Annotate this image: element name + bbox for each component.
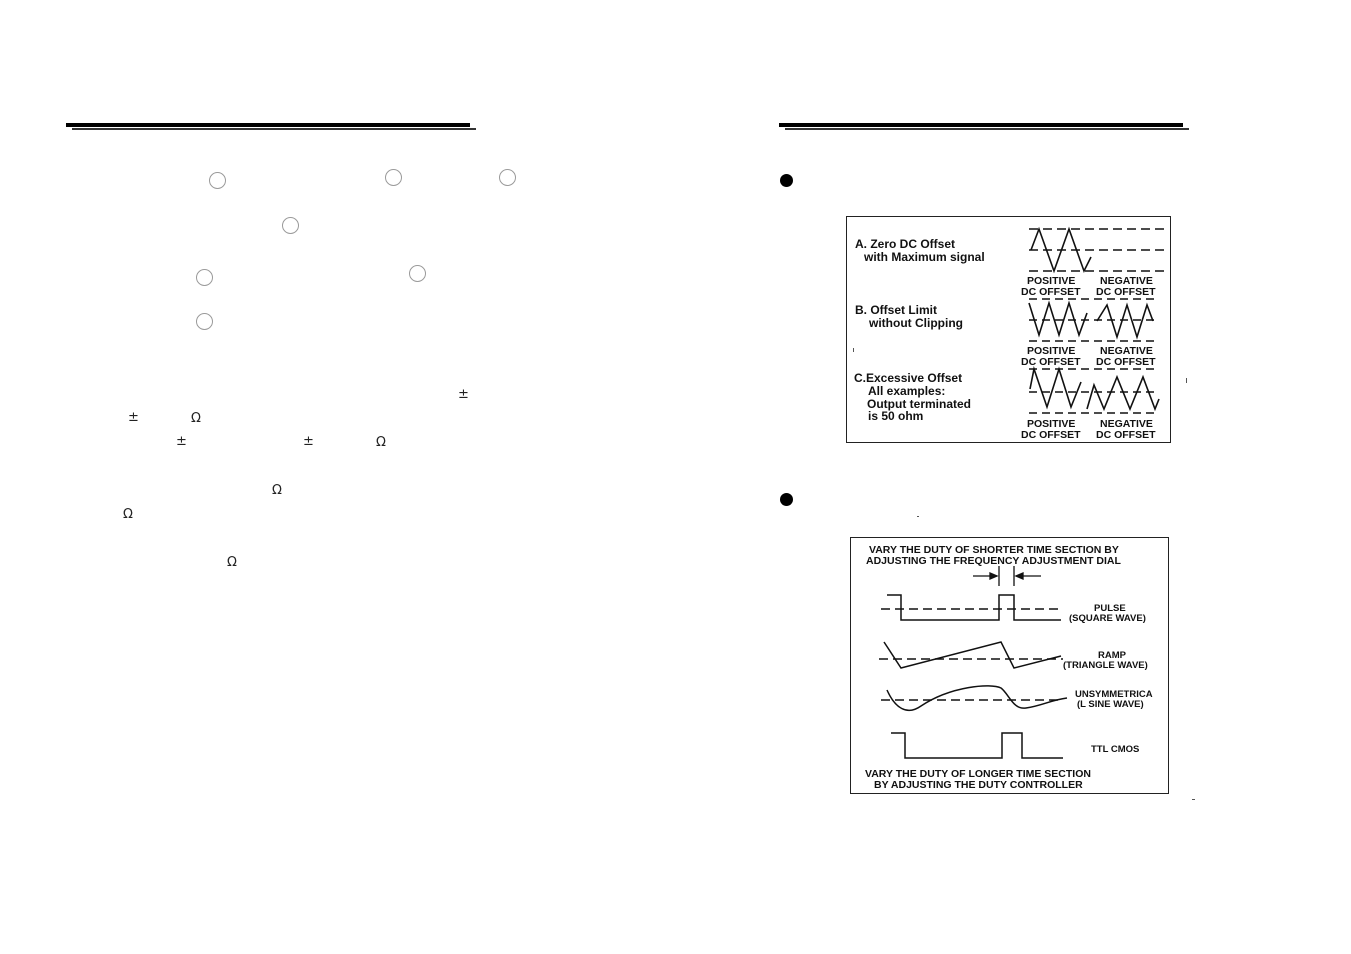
right-page-header-rule-shadow: [785, 128, 1189, 130]
sine-label: UNSYMMETRICA: [1075, 689, 1153, 700]
negative-dc-offset-label: NEGATIVE: [1100, 275, 1153, 287]
plus-minus-symbol: ±: [176, 434, 187, 449]
negative-dc-offset-label: DC OFFSET: [1096, 356, 1156, 368]
circled-marker: [282, 217, 299, 234]
pulse-label: (SQUARE WAVE): [1069, 613, 1146, 624]
sine-label: (L SINE WAVE): [1077, 699, 1144, 710]
scan-speck: [1192, 799, 1195, 800]
width-arrows: [973, 566, 1041, 586]
ttl-cmos-waveform: [891, 733, 1063, 758]
ramp-label: (TRIANGLE WAVE): [1063, 660, 1148, 671]
dc-offset-diagram: [847, 217, 1171, 443]
plus-minus-symbol: ±: [303, 434, 314, 449]
circled-marker: [409, 265, 426, 282]
positive-dc-offset-label: DC OFFSET: [1021, 429, 1081, 441]
positive-dc-offset-label: POSITIVE: [1027, 345, 1076, 357]
ramp-label: RAMP: [1098, 650, 1126, 661]
positive-dc-offset-label: DC OFFSET: [1021, 286, 1081, 298]
bullet-duty: [780, 493, 793, 506]
circled-marker: [209, 172, 226, 189]
example-b-subtitle: without Clipping: [869, 316, 963, 330]
waveform-a: [1029, 229, 1165, 271]
ohm-symbol: Ω: [376, 435, 386, 450]
sine-waveform: [881, 686, 1067, 710]
circled-marker: [499, 169, 516, 186]
negative-dc-offset-label: DC OFFSET: [1096, 286, 1156, 298]
left-page-header-rule-shadow: [72, 128, 476, 130]
left-page-header-rule: [66, 123, 470, 127]
plus-minus-symbol: ±: [128, 410, 139, 425]
ramp-waveform: [879, 642, 1063, 668]
waveform-c: [1029, 369, 1159, 413]
pulse-label: PULSE: [1094, 603, 1126, 614]
example-a-title: A. Zero DC Offset: [855, 237, 956, 251]
ttl-cmos-label: TTL CMOS: [1091, 744, 1140, 755]
example-c-title: C.Excessive Offset: [854, 371, 963, 385]
example-a-subtitle: with Maximum signal: [864, 250, 985, 264]
ohm-symbol: Ω: [227, 555, 237, 570]
example-b-title: B. Offset Limit: [855, 303, 938, 317]
ohm-symbol: Ω: [123, 507, 133, 522]
duty-bottom-instruction: BY ADJUSTING THE DUTY CONTROLLER: [874, 779, 1083, 791]
duty-cycle-diagram: [851, 538, 1169, 794]
duty-bottom-instruction: VARY THE DUTY OF LONGER TIME SECTION: [865, 768, 1091, 780]
negative-dc-offset-label: DC OFFSET: [1096, 429, 1156, 441]
circled-marker: [196, 313, 213, 330]
positive-dc-offset-label: POSITIVE: [1027, 275, 1076, 287]
example-c-line2: All examples:: [868, 384, 946, 398]
positive-dc-offset-label: POSITIVE: [1027, 418, 1076, 430]
pulse-waveform: [881, 595, 1063, 620]
example-c-line4: is 50 ohm: [868, 409, 924, 423]
negative-dc-offset-label: NEGATIVE: [1100, 345, 1153, 357]
positive-dc-offset-label: DC OFFSET: [1021, 356, 1081, 368]
ohm-symbol: Ω: [191, 411, 201, 426]
example-c-line3: Output terminated: [867, 397, 971, 411]
scan-speck: [1186, 378, 1187, 383]
ohm-symbol: Ω: [272, 483, 282, 498]
circled-marker: [385, 169, 402, 186]
negative-dc-offset-label: NEGATIVE: [1100, 418, 1153, 430]
bullet-dc-offset: [780, 174, 793, 187]
duty-top-instruction: ADJUSTING THE FREQUENCY ADJUSTMENT DIAL: [866, 555, 1121, 567]
plus-minus-symbol: ±: [458, 387, 469, 402]
waveform-b: [1029, 299, 1159, 341]
circled-marker: [196, 269, 213, 286]
dc-offset-figure: [846, 216, 1171, 443]
right-page-header-rule: [779, 123, 1183, 127]
scan-speck: [917, 516, 919, 517]
duty-cycle-figure: [850, 537, 1169, 794]
duty-top-instruction: VARY THE DUTY OF SHORTER TIME SECTION BY: [869, 544, 1119, 556]
